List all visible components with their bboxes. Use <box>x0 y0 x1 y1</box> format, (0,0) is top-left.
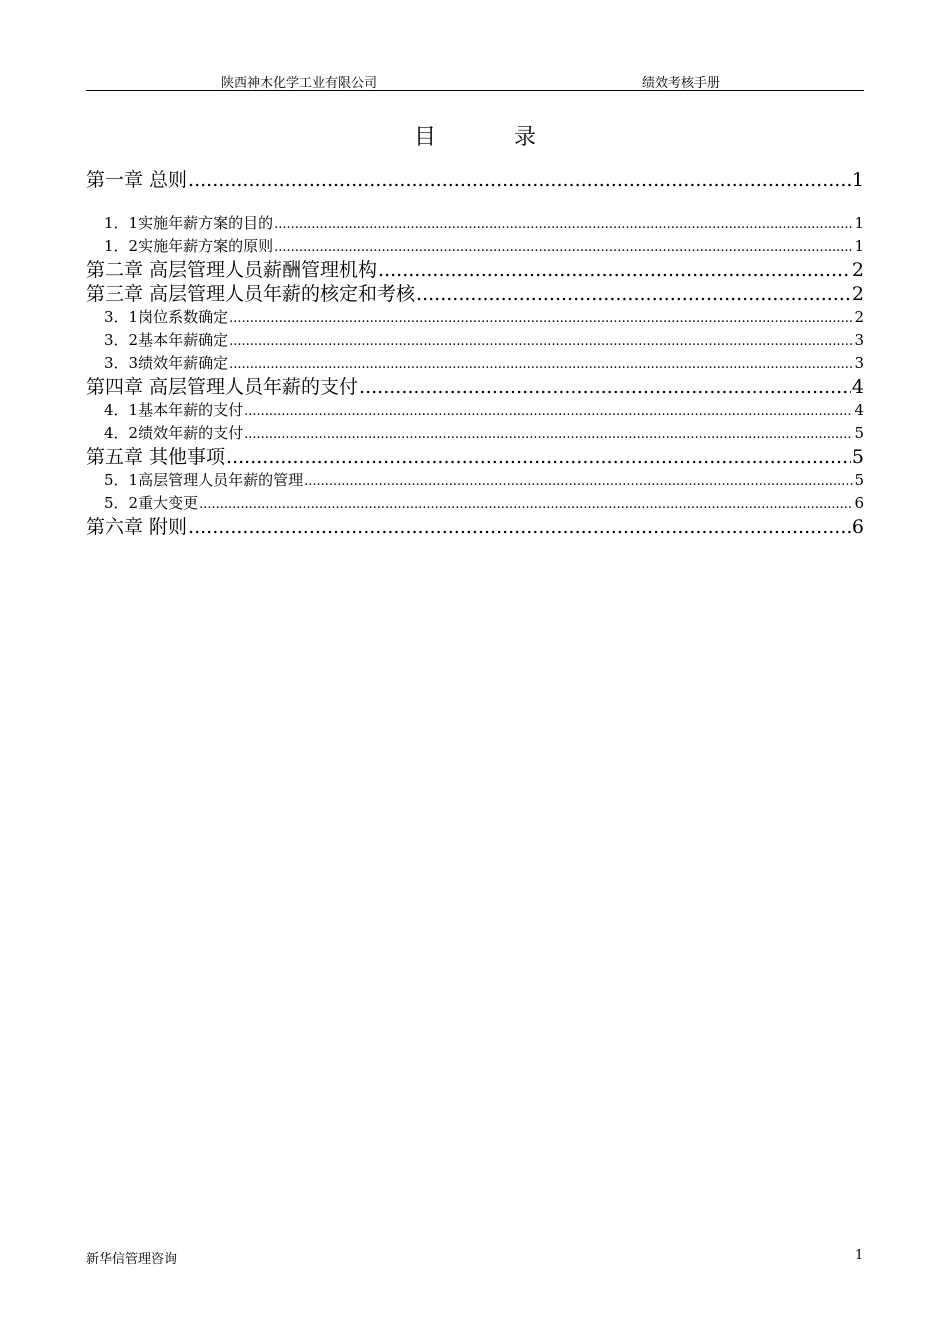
toc-entry-label: 1．1实施年薪方案的目的 <box>104 214 274 232</box>
toc-dot-leader <box>199 492 853 516</box>
toc-dot-leader <box>416 282 851 306</box>
toc-chapter-entry[interactable] <box>86 375 864 399</box>
toc-title <box>0 120 950 151</box>
toc-entry-label: 4．1基本年薪的支付 <box>104 401 244 419</box>
toc-dot-leader <box>229 352 853 376</box>
toc-entry-label: 1．2实施年薪方案的原则 <box>104 237 274 255</box>
footer-consultancy: 新华信管理咨询 <box>86 1252 178 1267</box>
toc-entry-label: 3．2基本年薪确定 <box>104 331 229 349</box>
toc-entry-label: 5．2重大变更 <box>104 494 199 512</box>
toc-entry-page-number: 2 <box>851 283 864 305</box>
table-of-contents <box>86 168 864 539</box>
toc-section-entry[interactable] <box>86 212 864 235</box>
toc-entry-label: 3．3绩效年薪确定 <box>104 354 229 372</box>
toc-dot-leader <box>304 469 853 493</box>
toc-entry-label: 5．1高层管理人员年薪的管理 <box>104 471 304 489</box>
toc-section-entry[interactable] <box>86 235 864 258</box>
toc-chapter-entry[interactable] <box>86 515 864 539</box>
toc-entry-page-number: 4 <box>851 376 864 398</box>
toc-chapter-entry[interactable] <box>86 282 864 306</box>
header-company-name: 陕西神木化学工业有限公司 <box>221 76 378 91</box>
toc-entry-page-number: 6 <box>851 516 864 538</box>
toc-dot-leader <box>229 329 853 353</box>
toc-chapter-entry[interactable] <box>86 258 864 282</box>
toc-title-char-1: 目 <box>413 125 436 150</box>
toc-dot-leader <box>378 258 851 282</box>
toc-entry-page-number: 1 <box>854 214 864 232</box>
toc-dot-leader <box>188 515 851 539</box>
toc-dot-leader <box>274 235 853 259</box>
page-header <box>86 68 864 91</box>
toc-title-char-2: 录 <box>514 125 537 150</box>
toc-dot-leader <box>188 168 851 192</box>
toc-entry-page-number: 2 <box>854 308 864 326</box>
toc-dot-leader <box>244 399 853 423</box>
toc-section-entry[interactable] <box>86 352 864 375</box>
toc-dot-leader <box>229 306 853 330</box>
toc-entry-label: 第六章 附则 <box>86 516 188 538</box>
toc-dot-leader <box>226 445 851 469</box>
toc-chapter-entry[interactable] <box>86 168 864 192</box>
toc-entry-page-number: 3 <box>854 354 864 372</box>
toc-section-entry[interactable] <box>86 422 864 445</box>
toc-entry-page-number: 5 <box>851 446 864 468</box>
toc-entry-label: 第二章 高层管理人员薪酬管理机构 <box>86 259 378 281</box>
toc-entry-page-number: 4 <box>854 401 864 419</box>
toc-entry-page-number: 5 <box>854 471 864 489</box>
toc-entry-label: 4．2绩效年薪的支付 <box>104 424 244 442</box>
toc-chapter-entry[interactable] <box>86 445 864 469</box>
toc-entry-label: 第四章 高层管理人员年薪的支付 <box>86 376 359 398</box>
toc-entry-page-number: 1 <box>851 169 864 191</box>
toc-section-entry[interactable] <box>86 469 864 492</box>
toc-section-entry[interactable] <box>86 329 864 352</box>
toc-entry-label: 第三章 高层管理人员年薪的核定和考核 <box>86 283 416 305</box>
toc-entry-page-number: 2 <box>851 259 864 281</box>
toc-entry-page-number: 5 <box>854 424 864 442</box>
toc-entry-page-number: 1 <box>854 237 864 255</box>
toc-section-entry[interactable] <box>86 306 864 329</box>
toc-entry-label: 3．1岗位系数确定 <box>104 308 229 326</box>
toc-entry-label: 第五章 其他事项 <box>86 446 226 468</box>
toc-dot-leader <box>244 422 853 446</box>
header-document-title: 绩效考核手册 <box>642 76 721 91</box>
toc-entry-page-number: 6 <box>854 494 864 512</box>
toc-entry-page-number: 3 <box>854 331 864 349</box>
footer-page-number: 1 <box>855 1248 864 1263</box>
toc-section-entry[interactable] <box>86 399 864 422</box>
toc-dot-leader <box>359 375 851 399</box>
toc-dot-leader <box>274 212 853 236</box>
toc-section-entry[interactable] <box>86 492 864 515</box>
toc-entry-label: 第一章 总则 <box>86 169 188 191</box>
